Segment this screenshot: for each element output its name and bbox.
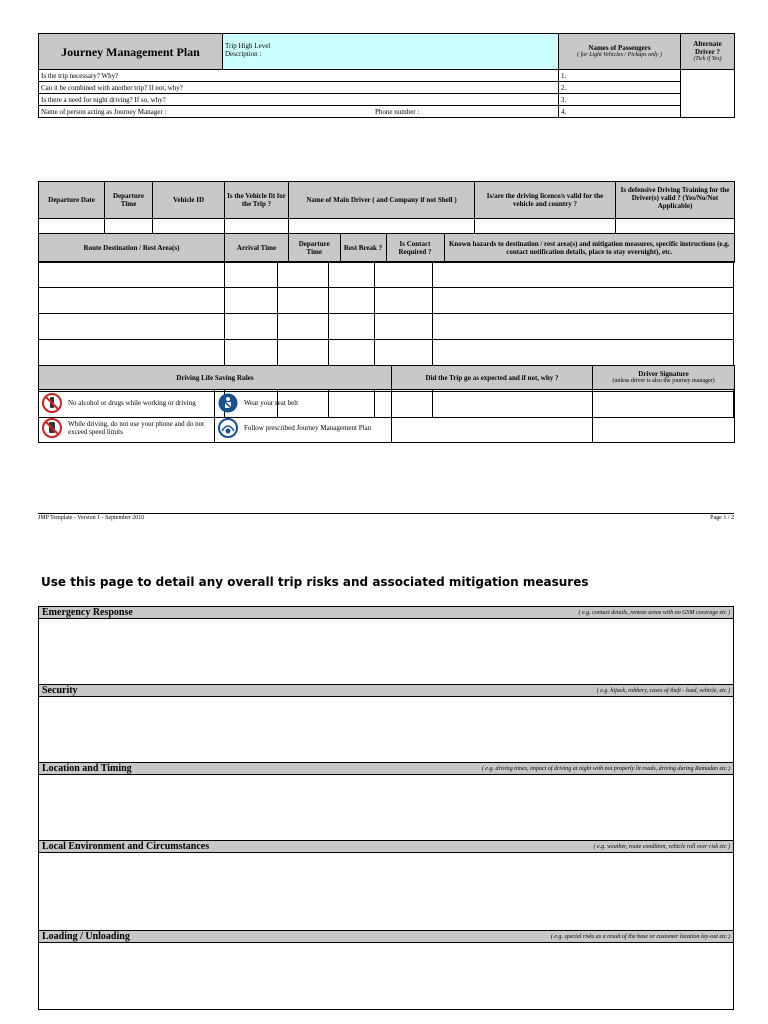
journey-plan-header-table [38,33,735,118]
alternate-driver-header [681,34,735,70]
driver-signature-header [593,366,735,390]
passengers-header-sub: ( for Light Vehicles / Pickups only ) [577,52,662,58]
header-label: Is Contact Required ? [398,240,432,256]
plan-title-cell [39,34,223,70]
header-label: Is defensive Driving Training for the Driver(s) valid ? (Yes/No/Not Applicable) [620,186,730,210]
alternate-driver-field[interactable] [681,70,735,118]
footer-divider [38,513,734,514]
departure-time-field[interactable] [105,219,153,234]
licence-valid-field[interactable] [475,219,616,234]
section-header [39,763,733,775]
security-section [38,684,734,763]
route-departure-time-field[interactable] [278,262,329,288]
contact-required-field[interactable] [375,288,433,314]
header-label: Departure Time [298,240,330,256]
header-label: Departure Time [113,192,144,208]
journey-plan-icon [218,418,238,438]
contact-required-field[interactable] [375,314,433,340]
rest-break-header [340,234,386,262]
passengers-header [559,34,681,70]
vehicle-id-field[interactable] [153,219,225,234]
signature-header-label: Driver Signature [638,370,689,378]
vehicle-fit-field[interactable] [225,219,289,234]
emergency-response-field[interactable] [39,619,733,684]
rule-text: Follow prescribed Journey Management Plan [244,424,372,432]
arrival-time-field[interactable] [225,262,278,288]
section-title: Loading / Unloading [42,931,130,942]
security-field[interactable] [39,697,733,762]
footer-page-number: Page 1 / 2 [710,515,734,521]
loading-unloading-section [38,930,734,1010]
known-hazards-field[interactable] [433,288,734,314]
trip-description-label: Trip High Level Description : [225,42,271,58]
departure-date-header [39,182,105,219]
loading-unloading-field[interactable] [39,943,733,1009]
known-hazards-header [444,234,734,262]
route-row [39,340,734,366]
section-header [39,931,733,943]
question-night-driving[interactable] [39,94,559,106]
section-hint: ( e.g. contact details, remote areas with no GSM coverage etc ) [578,609,730,616]
driver-signature-field[interactable] [593,390,735,443]
rest-break-field[interactable] [329,314,375,340]
section-title: Location and Timing [42,763,132,774]
passenger-number: 3. [561,95,567,104]
trip-expected-header [392,366,593,390]
alternate-driver-sub: (Tick if Yes) [693,56,722,62]
section-title: Local Environment and Circumstances [42,841,210,852]
section-header [39,607,733,619]
vehicle-fit-header [225,182,289,219]
header-label: Rest Break ? [343,244,383,252]
section-header [39,841,733,853]
route-destination-field[interactable] [39,314,225,340]
emergency-response-section [38,606,734,685]
rest-break-field[interactable] [329,288,375,314]
section-hint: ( e.g. special risks as a result of the base or customer location lay-out etc ) [550,933,730,940]
known-hazards-field[interactable] [433,314,734,340]
no-alcohol-icon [42,393,62,413]
route-destination-field[interactable] [39,340,225,366]
phone-number-label: Phone number : [375,108,420,116]
header-label: Departure Date [48,196,95,204]
known-hazards-field[interactable] [433,262,734,288]
header-label: Route Destination / Rest Area(s) [83,244,180,252]
route-row [39,314,734,340]
rules-table [38,365,735,443]
known-hazards-field[interactable] [433,340,734,366]
passenger-field-1[interactable] [559,70,681,82]
passenger-field-2[interactable] [559,82,681,94]
journey-manager-field[interactable] [39,106,559,118]
header-label: Vehicle ID [172,196,205,204]
local-environment-section [38,840,734,931]
rest-break-field[interactable] [329,262,375,288]
contact-required-field[interactable] [375,340,433,366]
route-departure-time-header [289,234,340,262]
rest-break-field[interactable] [329,340,375,366]
departure-date-field[interactable] [39,219,105,234]
header-label: Did the Trip go as expected and if not, why ? [425,373,559,382]
route-departure-time-field[interactable] [278,288,329,314]
contact-required-header [386,234,444,262]
plan-title: Journey Management Plan [61,44,200,59]
header-label: Driving Life Saving Rules [176,373,254,382]
passenger-number: 2. [561,83,567,92]
defensive-training-header [616,182,735,219]
location-timing-field[interactable] [39,775,733,840]
page2-title: Use this page to detail any overall trip risks and associated mitigation measures [41,575,589,589]
main-driver-field[interactable] [289,219,475,234]
trip-expected-field[interactable] [392,390,593,443]
header-label: Known hazards to destination / rest area(s) and mitigation measures, specific instructions (e.g. contact notification details, place to stay overnight), etc. [448,240,730,256]
rule-text: Wear your seat belt [244,399,299,407]
route-destination-field[interactable] [39,288,225,314]
trip-description-field[interactable] [223,34,559,70]
route-destination-header [39,234,225,263]
question-label: Can it be combined with another trip? If not, why? [41,83,183,92]
route-row [39,262,734,288]
main-driver-header [289,182,475,219]
rule-text: While driving, do not use your phone and do not exceed speed limits [68,420,205,436]
footer-version: JMP Template - Version 1 - September 2010 [38,515,145,521]
route-row [39,288,734,314]
no-phone-icon [42,418,62,438]
alternate-driver-label: Alternate Driver ? [693,40,722,56]
question-trip-necessary[interactable] [39,70,559,82]
passenger-number: 1. [561,71,567,80]
header-label: Is/are the driving licence/s valid for the vehicle and country ? [486,192,604,208]
section-hint: ( e.g. weather, route condition, vehicle roll over risk etc ) [593,843,730,850]
header-label: Is the Vehicle fit for the Trip ? [227,192,286,208]
trip-details-table [38,181,735,263]
passengers-header-label: Names of Passengers [588,44,651,52]
arrival-time-header [225,234,289,263]
rule-no-phone [42,418,211,438]
route-departure-time-field[interactable] [278,340,329,366]
contact-required-field[interactable] [375,262,433,288]
rule-no-alcohol [42,393,211,413]
section-header [39,685,733,697]
arrival-time-field[interactable] [225,340,278,366]
vehicle-id-header [153,182,225,219]
route-departure-time-field[interactable] [278,314,329,340]
licence-valid-header [475,182,616,219]
defensive-training-field[interactable] [616,219,735,234]
section-hint: ( e.g. hijack, robbery, cases of theft - load, vehicle, etc ) [596,687,730,694]
section-hint: ( e.g. driving times, impact of driving at night with not properly lit roads, driving during Ramadan etc ) [481,765,730,772]
rules-left-cell [39,390,215,443]
signature-header-sub: (unless driver is also the journey manager) [612,378,715,384]
header-label: Arrival Time [236,244,277,252]
rule-text: No alcohol or drugs while working or driving [68,399,196,407]
question-label: Is the trip necessary? Why? [41,71,119,80]
section-title: Security [42,685,78,696]
section-title: Emergency Response [42,607,133,618]
rules-right-cell [215,390,392,443]
seat-belt-icon [218,393,238,413]
rule-seat-belt [218,393,388,413]
passenger-field-4[interactable] [559,106,681,118]
arrival-time-field[interactable] [225,288,278,314]
local-environment-field[interactable] [39,853,733,930]
arrival-time-field[interactable] [225,314,278,340]
header-label: Name of Main Driver ( and Company if not Shell ) [306,196,457,204]
journey-manager-label: Name of person acting as Journey Manager : [41,107,167,116]
departure-time-header [105,182,153,219]
route-headers-group [289,234,735,263]
question-combine-trip[interactable] [39,82,559,94]
location-timing-section [38,762,734,841]
route-destination-field[interactable] [39,262,225,288]
passenger-field-3[interactable] [559,94,681,106]
question-label: Is there a need for night driving? If so, why? [41,95,166,104]
rule-journey-plan [218,418,388,438]
life-saving-rules-header [39,366,392,390]
passenger-number: 4. [561,107,567,116]
